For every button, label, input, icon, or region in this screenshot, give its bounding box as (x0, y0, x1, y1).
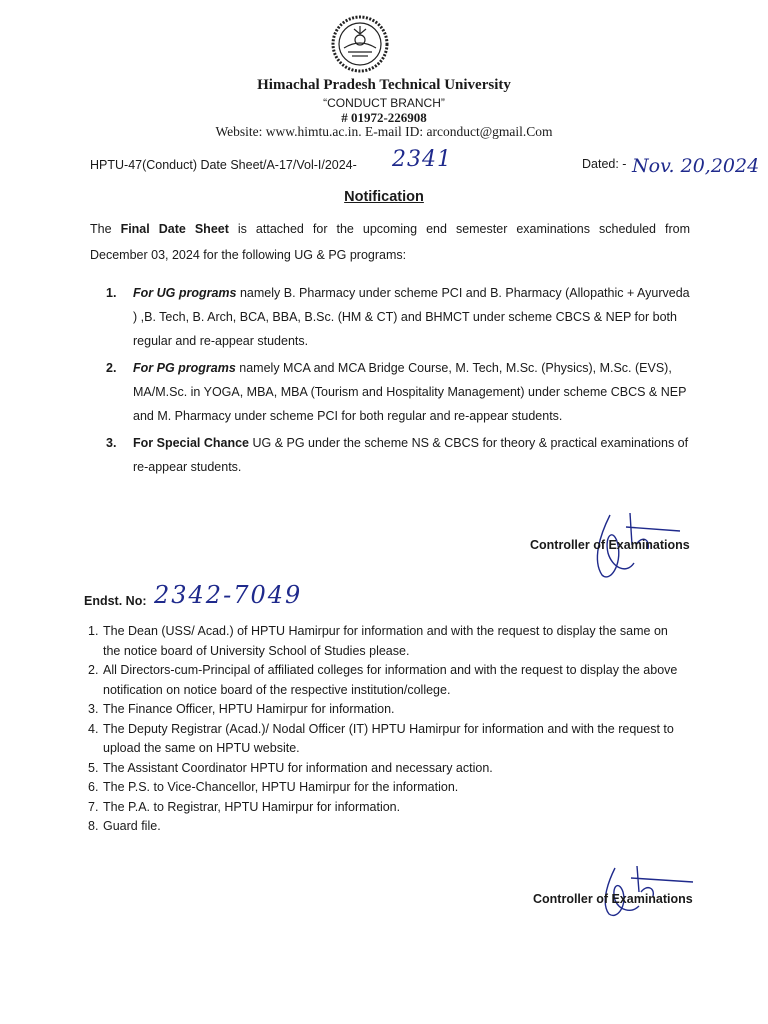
program-text: UG & PG under the scheme NS & CBCS for theory & practical examinations of re-appear students. (133, 436, 689, 474)
item-text: The P.S. to Vice-Chancellor, HPTU Hamirpur for the information. (103, 780, 459, 794)
item-num: 4. (88, 721, 99, 736)
endorsement-label: Endst. No: (84, 594, 147, 608)
distribution-item (88, 720, 688, 759)
university-name: Himachal Pradesh Technical University (257, 77, 511, 93)
intro-pre: The (90, 222, 121, 236)
program-lead: For UG programs (133, 286, 237, 300)
dated-handwritten: Nov. 20,2024 (632, 155, 760, 177)
website-email: Website: www.himtu.ac.in. E-mail ID: arconduct@gmail.Com (215, 124, 553, 139)
program-lead: For Special Chance (133, 436, 250, 450)
item-num: 2. (88, 663, 99, 677)
distribution-item (88, 700, 688, 720)
program-text: namely MCA and MCA Bridge Course, M. Tech, M.Sc. (Physics), M.Sc. (EVS), MA/M.Sc. in YOGA, MBA, MBA (Tourism and Hospitality Management) under scheme CBCS & NEP and M. Pharmacy under scheme PCI for both regular and re-appear students. (133, 361, 687, 423)
item-text: All Directors-cum-Principal of affiliated colleges for information and with the request to display the above notification on notice board of the respective institution/college. (103, 663, 678, 697)
intro-line1: is attached for the upcoming end semester examinations scheduled from (228, 222, 691, 236)
signatory-label: Controller of Examinations (533, 892, 693, 906)
distribution-item (88, 661, 688, 700)
distribution-item (88, 759, 688, 779)
endorsement-number-handwritten: 2342-7049 (154, 581, 303, 609)
signature-mark (533, 860, 703, 920)
distribution-list (88, 622, 688, 837)
branch-name: “CONDUCT BRANCH” (323, 96, 445, 110)
distribution-item (88, 778, 688, 798)
item-num: 5. (88, 760, 99, 775)
program-num: 3. (106, 436, 117, 450)
program-item (106, 431, 696, 479)
dated-label: Dated: - (582, 157, 627, 171)
signatory-label: Controller of Examinations (530, 538, 690, 552)
notification-title: Notification (344, 189, 424, 205)
item-num: 6. (88, 780, 99, 794)
program-item (106, 356, 696, 428)
item-text: The Dean (USS/ Acad.) of HPTU Hamirpur for information and with the request to display the same on the notice board of University School of Studies please. (103, 624, 668, 658)
program-item (106, 281, 696, 353)
item-text: The Deputy Registrar (Acad.)/ Nodal Officer (IT) HPTU Hamirpur for information and with the request to upload the same on HPTU website. (103, 721, 674, 755)
intro-paragraph (90, 216, 690, 268)
phone-number: # 01972-226908 (341, 110, 427, 125)
item-text: Guard file. (103, 819, 161, 833)
item-num: 7. (88, 799, 99, 814)
university-logo (330, 14, 390, 74)
reference-number: HPTU-47(Conduct) Date Sheet/A-17/Vol-I/2024- (90, 158, 357, 172)
distribution-item (88, 622, 688, 661)
item-text: The P.A. to Registrar, HPTU Hamirpur for information. (103, 799, 401, 814)
intro-bold: Final Date Sheet (120, 222, 229, 236)
program-num: 2. (106, 361, 117, 375)
program-lead: For PG programs (133, 361, 236, 375)
program-list (106, 281, 696, 482)
item-num: 8. (88, 819, 99, 833)
intro-line2: December 03, 2024 for the following UG & PG programs: (90, 248, 407, 262)
reference-number-handwritten: 2341 (392, 147, 452, 172)
item-text: The Finance Officer, HPTU Hamirpur for information. (103, 702, 395, 716)
program-num: 1. (106, 286, 117, 300)
item-text: The Assistant Coordinator HPTU for information and necessary action. (103, 760, 493, 775)
distribution-item (88, 798, 688, 818)
distribution-item (88, 817, 688, 837)
item-num: 1. (88, 624, 99, 638)
program-text: namely B. Pharmacy under scheme PCI and B. Pharmacy (Allopathic + Ayurveda ) ,B. Tech, B. Arch, BCA, BBA, B.Sc. (HM & CT) and BHMCT under scheme CBCS & NEP for both regular and re-appear students. (133, 286, 690, 348)
item-num: 3. (88, 702, 99, 716)
